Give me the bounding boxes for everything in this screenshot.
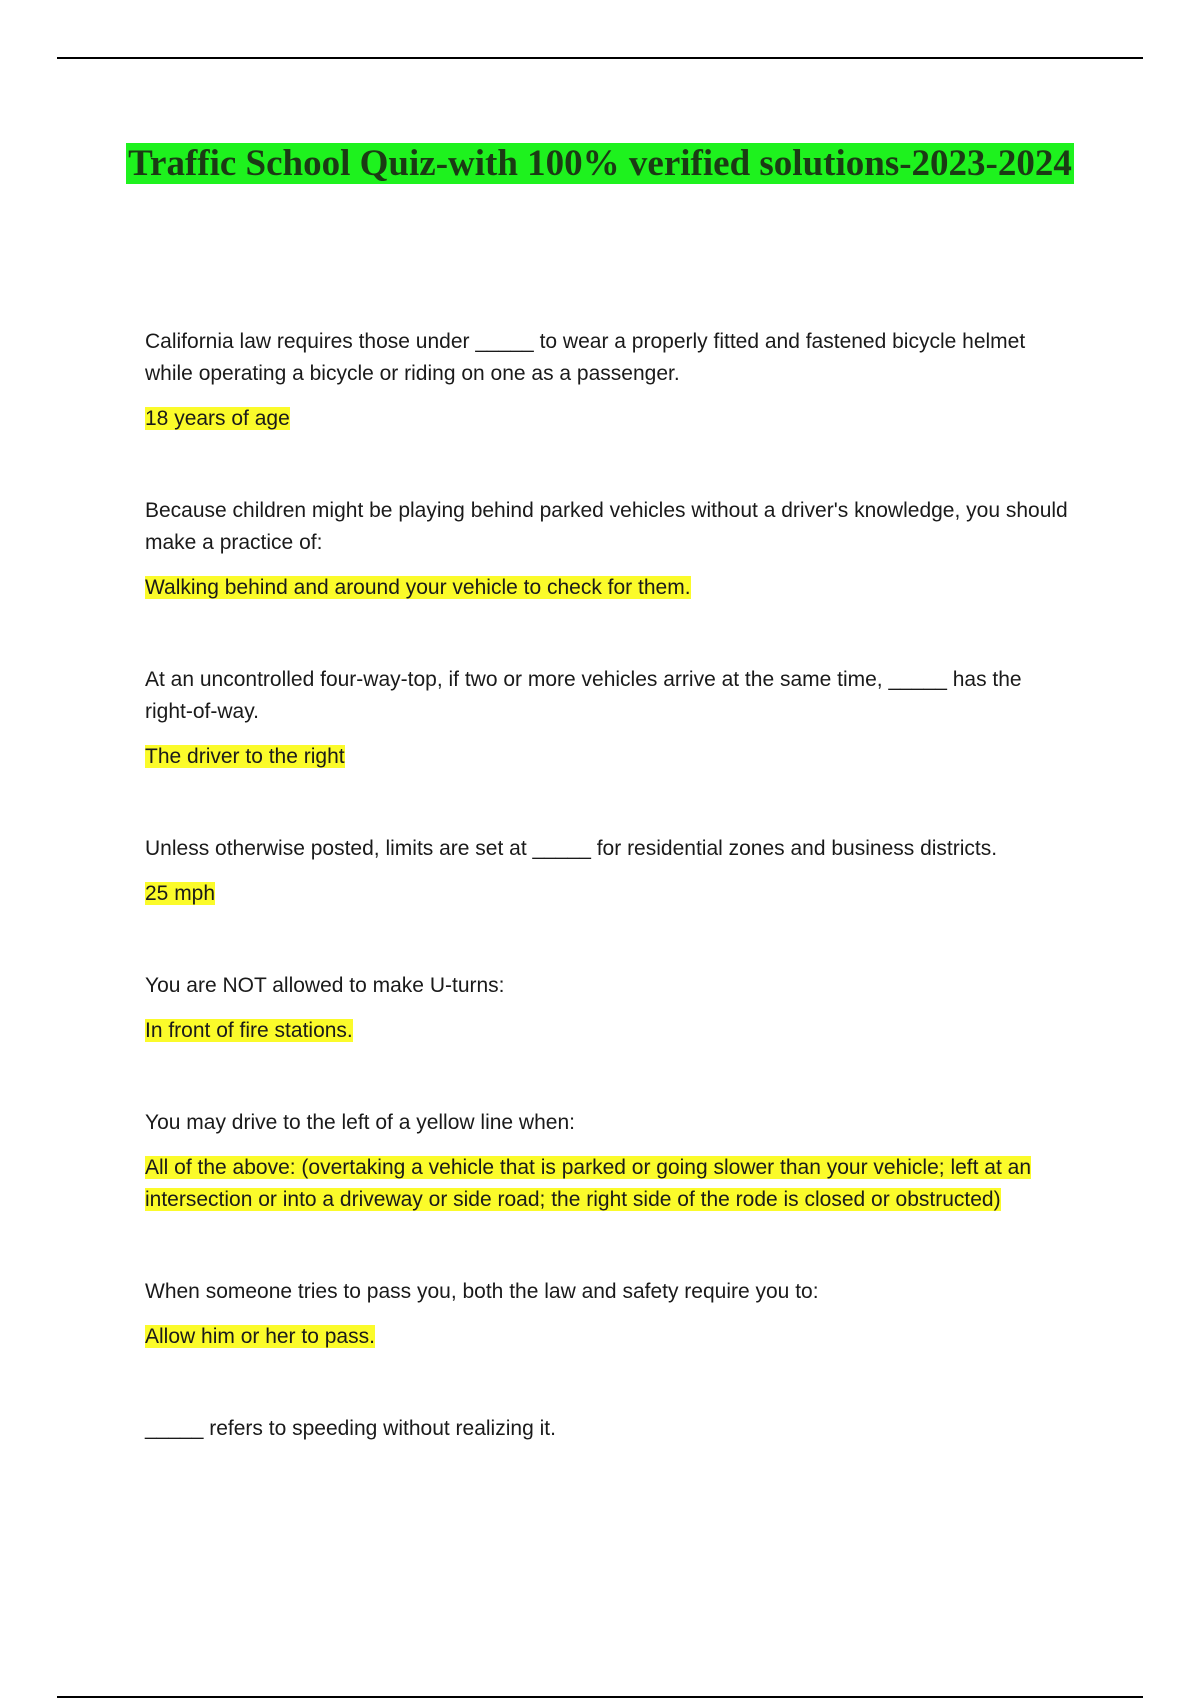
bottom-rule: [57, 1696, 1143, 1698]
answer-highlight: The driver to the right: [145, 745, 345, 768]
answer-text: [145, 572, 1070, 604]
question-text: You are NOT allowed to make U-turns:: [145, 974, 505, 997]
answer-highlight: Allow him or her to pass.: [145, 1325, 375, 1348]
answer-text: [145, 878, 1070, 910]
qa-item: [145, 1276, 1070, 1353]
qa-item: [145, 326, 1070, 435]
question-text: _____ refers to speeding without realizing it.: [145, 1417, 556, 1440]
title-block: [100, 143, 1100, 185]
question-text: Unless otherwise posted, limits are set at _____ for residential zones and business districts.: [145, 837, 998, 860]
question-text: When someone tries to pass you, both the law and safety require you to:: [145, 1280, 819, 1303]
question-text: At an uncontrolled four-way-top, if two or more vehicles arrive at the same time, _____ has the right-of-way.: [145, 668, 1022, 723]
answer-highlight: Walking behind and around your vehicle to check for them.: [145, 576, 691, 599]
qa-item: [145, 833, 1070, 910]
qa-item: [145, 1107, 1070, 1216]
question-text: California law requires those under _____ to wear a properly fitted and fastened bicycle helmet while operating a bicycle or riding on one as a passenger.: [145, 330, 1026, 385]
document-title: Traffic School Quiz-with 100% verified solutions-2023-2024: [128, 143, 1072, 184]
answer-text: [145, 1152, 1070, 1216]
quiz-content: [145, 326, 1070, 1445]
question-text: You may drive to the left of a yellow line when:: [145, 1111, 575, 1134]
qa-item: [145, 664, 1070, 773]
qa-item: [145, 970, 1070, 1047]
top-rule: [57, 57, 1143, 59]
question-text: Because children might be playing behind parked vehicles without a driver's knowledge, you should make a practice of:: [145, 499, 1068, 554]
answer-text: [145, 1321, 1070, 1353]
answer-highlight: All of the above: (overtaking a vehicle that is parked or going slower than your vehicle; left at an intersection or into a driveway or side road; the right side of the rode is closed or obstructed): [145, 1156, 1031, 1211]
answer-text: [145, 741, 1070, 773]
answer-highlight: In front of fire stations.: [145, 1019, 353, 1042]
qa-item: [145, 495, 1070, 604]
answer-highlight: 18 years of age: [145, 407, 290, 430]
answer-text: [145, 1015, 1070, 1047]
answer-highlight: 25 mph: [145, 882, 216, 905]
qa-item: [145, 1413, 1070, 1445]
answer-text: [145, 403, 1070, 435]
